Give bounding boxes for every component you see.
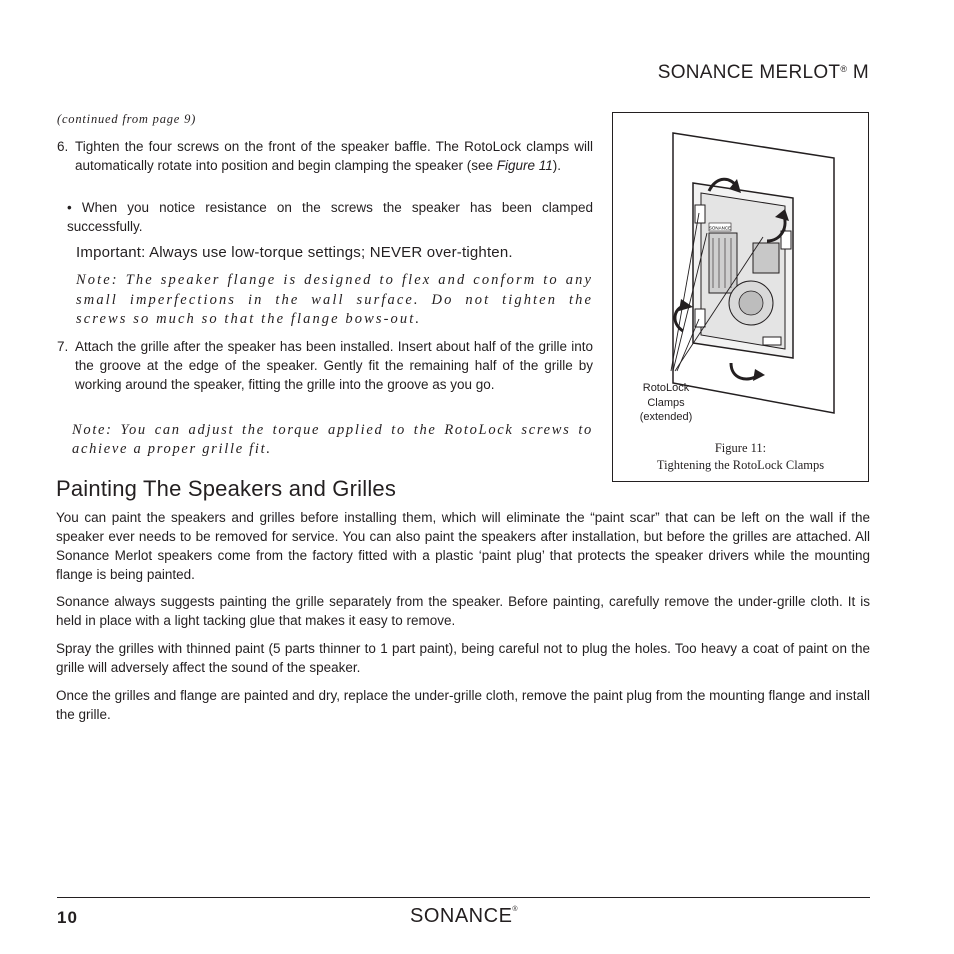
header-suffix: M	[847, 62, 869, 83]
note-flange: Note: The speaker flange is designed to flex and conform to any small imperfections in the wall surface. Do not tighten the screws so much so that the flange bows-out.	[76, 272, 593, 327]
note-torque: Note: You can adjust the torque applied to the RotoLock screws to achieve a proper grille fit.	[72, 422, 593, 457]
continued-note: (continued from page 9)	[57, 112, 197, 126]
header-reg-mark: ®	[840, 64, 848, 74]
clamp-top-left	[695, 205, 705, 223]
step-6-bullet-text: • When you notice resistance on the screws the speaker has been clamped successfully.	[67, 200, 593, 234]
step-6-text-b: ).	[552, 158, 562, 173]
step-7-number: 7.	[57, 339, 69, 354]
step-6	[57, 137, 593, 175]
step-7	[57, 337, 593, 394]
step-6-bullet	[57, 198, 593, 236]
step-7-text: Attach the grille after the speaker has been installed. Insert about half of the grille into the groove at the edge of the speaker. Gently fit the remaining half of the grille by working around the speaker, fitting the grille into the groove as you go.	[75, 339, 593, 392]
leader-line-4	[677, 319, 699, 371]
rotolock-label-line1: RotoLock	[642, 382, 690, 394]
rotolock-label	[626, 381, 706, 425]
step-6-text	[57, 137, 593, 175]
footer-brand	[410, 905, 518, 928]
rotolock-label-line3: (extended)	[639, 411, 693, 423]
step-6-number: 6.	[57, 139, 69, 154]
speaker-illustration	[613, 113, 868, 481]
section-heading: Painting The Speakers and Grilles	[56, 476, 397, 501]
figure-caption-number: Figure 11:	[714, 441, 767, 455]
paragraph-4: Once the grilles and flange are painted and dry, replace the under-grille cloth, remove the paint plug from the mounting flange and install the grille.	[56, 688, 870, 722]
paragraph-2: Sonance always suggests painting the grille separately from the speaker. Before painting, carefully remove the under-grille cloth. It is held in place with a light tacking glue that makes it easy to remove.	[56, 594, 870, 628]
step-6-text-a: Tighten the four screws on the front of the speaker baffle. The RotoLock clamps will automatically rotate into position and begin clamping the speaker (see	[75, 139, 593, 173]
page-number: 10	[57, 908, 78, 927]
running-header	[658, 62, 869, 84]
speaker-badge-text: SONANCE	[708, 225, 732, 231]
paragraph-1: You can paint the speakers and grilles before installing them, which will eliminate the “paint scar” that can be left on the wall if the speaker ever needs to be removed for service. You can also paint the speakers after installation, but before the grilles are attached. All Sonance Merlot speakers come from the factory fitted with a plastic ‘paint plug’ that protects the speaker drivers while the mounting flange is being painted.	[56, 510, 870, 582]
figure-caption	[612, 440, 869, 474]
paragraph-3: Spray the grilles with thinned paint (5 parts thinner to 1 part paint), being careful not to plug the holes. Too heavy a coat of paint on the grille will adversely affect the sound of the speaker.	[56, 641, 870, 675]
important-notice: Important: Always use low-torque settings; NEVER over-tighten.	[76, 244, 513, 261]
rotolock-label-line2: Clamps	[647, 396, 685, 409]
figure-reference: Figure 11	[496, 158, 553, 173]
footer-rule	[57, 897, 870, 898]
footer-reg-mark: ®	[512, 906, 519, 913]
figure-11-frame	[612, 112, 869, 482]
footer-brand-name: SONANCE	[410, 905, 513, 927]
header-title: SONANCE MERLOT	[657, 62, 841, 83]
figure-caption-title: Tightening the RotoLock Clamps	[656, 458, 825, 472]
tweeter-assembly	[753, 243, 779, 273]
clamp-bottom	[763, 337, 781, 345]
